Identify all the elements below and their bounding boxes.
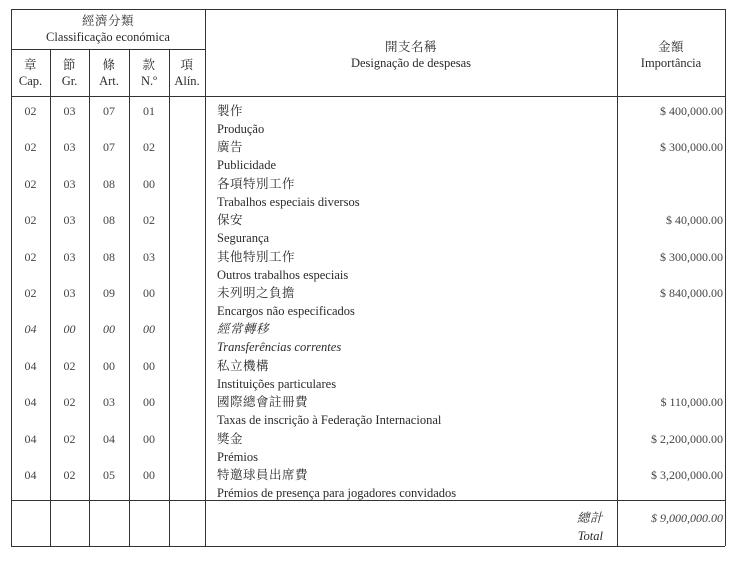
- border-right: [725, 9, 726, 546]
- amount: $ 2,200,000.00: [651, 432, 723, 446]
- divider-alin-desc: [205, 9, 206, 546]
- designation-zh: 特邀球員出席費: [217, 468, 309, 482]
- total-amount: $ 9,000,000.00: [651, 511, 723, 525]
- designation-pt: Instituições particulares: [217, 377, 337, 391]
- art-code: 00: [103, 322, 115, 336]
- cap-code: 02: [24, 213, 37, 227]
- gr-code: 02: [63, 359, 76, 373]
- designation-pt: Segurança: [217, 231, 270, 245]
- cap-code: 02: [24, 177, 37, 191]
- gr-header-pt: Gr.: [61, 74, 78, 88]
- classification-zh: 經濟分類: [81, 14, 134, 28]
- art-header-pt: Art.: [99, 74, 119, 88]
- gr-code: 00: [63, 322, 76, 336]
- classification-pt: Classificação económica: [46, 30, 170, 44]
- no-code: 01: [143, 104, 155, 118]
- gr-code: 03: [63, 177, 76, 191]
- art-header-zh: 條: [102, 58, 116, 72]
- amount-header-zh: 金額: [657, 40, 684, 54]
- no-code: 00: [143, 322, 155, 336]
- cap-code: 04: [24, 322, 37, 336]
- art-code: 05: [103, 468, 115, 482]
- cap-code: 02: [24, 286, 37, 300]
- no-code: 00: [143, 395, 155, 409]
- art-code: 04: [103, 432, 115, 446]
- designation-zh: 國際總會註冊費: [217, 395, 309, 409]
- gr-code: 03: [63, 213, 76, 227]
- gr-header-zh: 節: [62, 58, 76, 72]
- designation-zh: 未列明之負擔: [217, 286, 296, 300]
- amount-header-pt: Importância: [640, 56, 702, 70]
- art-code: 07: [103, 104, 115, 118]
- total-label-pt: Total: [577, 529, 603, 543]
- total-label-zh: 總計: [576, 511, 603, 525]
- art-code: 09: [103, 286, 115, 300]
- designation-pt: Outros trabalhos especiais: [217, 268, 349, 282]
- designation-zh: 各項特別工作: [217, 177, 296, 191]
- cap-code: 04: [24, 359, 37, 373]
- amount: $ 300,000.00: [660, 250, 723, 264]
- art-code: 03: [103, 395, 115, 409]
- cap-header-pt: Cap.: [18, 74, 43, 88]
- designation-pt: Publicidade: [217, 158, 277, 172]
- classification-divider: [11, 49, 205, 50]
- art-code: 08: [103, 250, 115, 264]
- no-code: 00: [143, 286, 155, 300]
- art-code: 00: [103, 359, 115, 373]
- table-bottom-border: [11, 546, 725, 547]
- designation-header-pt: Designação de despesas: [350, 56, 472, 70]
- no-code: 00: [143, 177, 155, 191]
- no-header-zh: 款: [142, 58, 156, 72]
- designation-pt: Prémios: [217, 450, 258, 464]
- designation-pt: Taxas de inscrição à Federação Internacional: [217, 413, 442, 427]
- gr-code: 03: [63, 286, 76, 300]
- designation-zh: 其他特別工作: [217, 250, 296, 264]
- gr-code: 02: [63, 395, 76, 409]
- no-code: 03: [143, 250, 155, 264]
- designation-pt: Trabalhos especiais diversos: [217, 195, 360, 209]
- designation-zh: 製作: [217, 104, 244, 118]
- gr-code: 03: [63, 140, 76, 154]
- designation-pt: Encargos não especificados: [217, 304, 355, 318]
- gr-code: 03: [63, 250, 76, 264]
- alin-header-zh: 項: [180, 58, 194, 72]
- cap-code: 04: [24, 468, 37, 482]
- designation-pt: Transferências correntes: [217, 340, 342, 354]
- alin-header-pt: Alín.: [174, 74, 200, 88]
- no-code: 00: [143, 359, 155, 373]
- no-code: 00: [143, 432, 155, 446]
- cap-code: 02: [24, 140, 37, 154]
- cap-code: 02: [24, 250, 37, 264]
- gr-code: 02: [63, 468, 76, 482]
- designation-zh: 經常轉移: [217, 322, 270, 336]
- cap-code: 02: [24, 104, 37, 118]
- designation-zh: 廣告: [217, 140, 244, 154]
- no-code: 02: [143, 213, 155, 227]
- designation-zh: 保安: [217, 213, 244, 227]
- no-header-pt: N.º: [140, 74, 158, 88]
- amount: $ 400,000.00: [660, 104, 723, 118]
- art-code: 08: [103, 213, 115, 227]
- border-left: [11, 9, 12, 546]
- no-code: 02: [143, 140, 155, 154]
- art-code: 07: [103, 140, 115, 154]
- amount: $ 3,200,000.00: [651, 468, 723, 482]
- designation-header-zh: 開支名稱: [384, 40, 437, 54]
- amount: $ 40,000.00: [666, 213, 723, 227]
- cap-header-zh: 章: [23, 58, 37, 72]
- gr-code: 02: [63, 432, 76, 446]
- designation-zh: 獎金: [217, 432, 244, 446]
- designation-zh: 私立機構: [217, 359, 270, 373]
- cap-code: 04: [24, 395, 37, 409]
- amount: $ 840,000.00: [660, 286, 723, 300]
- cap-code: 04: [24, 432, 37, 446]
- art-code: 08: [103, 177, 115, 191]
- designation-pt: Prémios de presença para jogadores convidados: [217, 486, 457, 500]
- amount: $ 110,000.00: [660, 395, 723, 409]
- amount: $ 300,000.00: [660, 140, 723, 154]
- no-code: 00: [143, 468, 155, 482]
- divider-desc-amount: [617, 9, 618, 546]
- gr-code: 03: [63, 104, 76, 118]
- designation-pt: Produção: [217, 122, 265, 136]
- divider-no-alin: [169, 49, 170, 546]
